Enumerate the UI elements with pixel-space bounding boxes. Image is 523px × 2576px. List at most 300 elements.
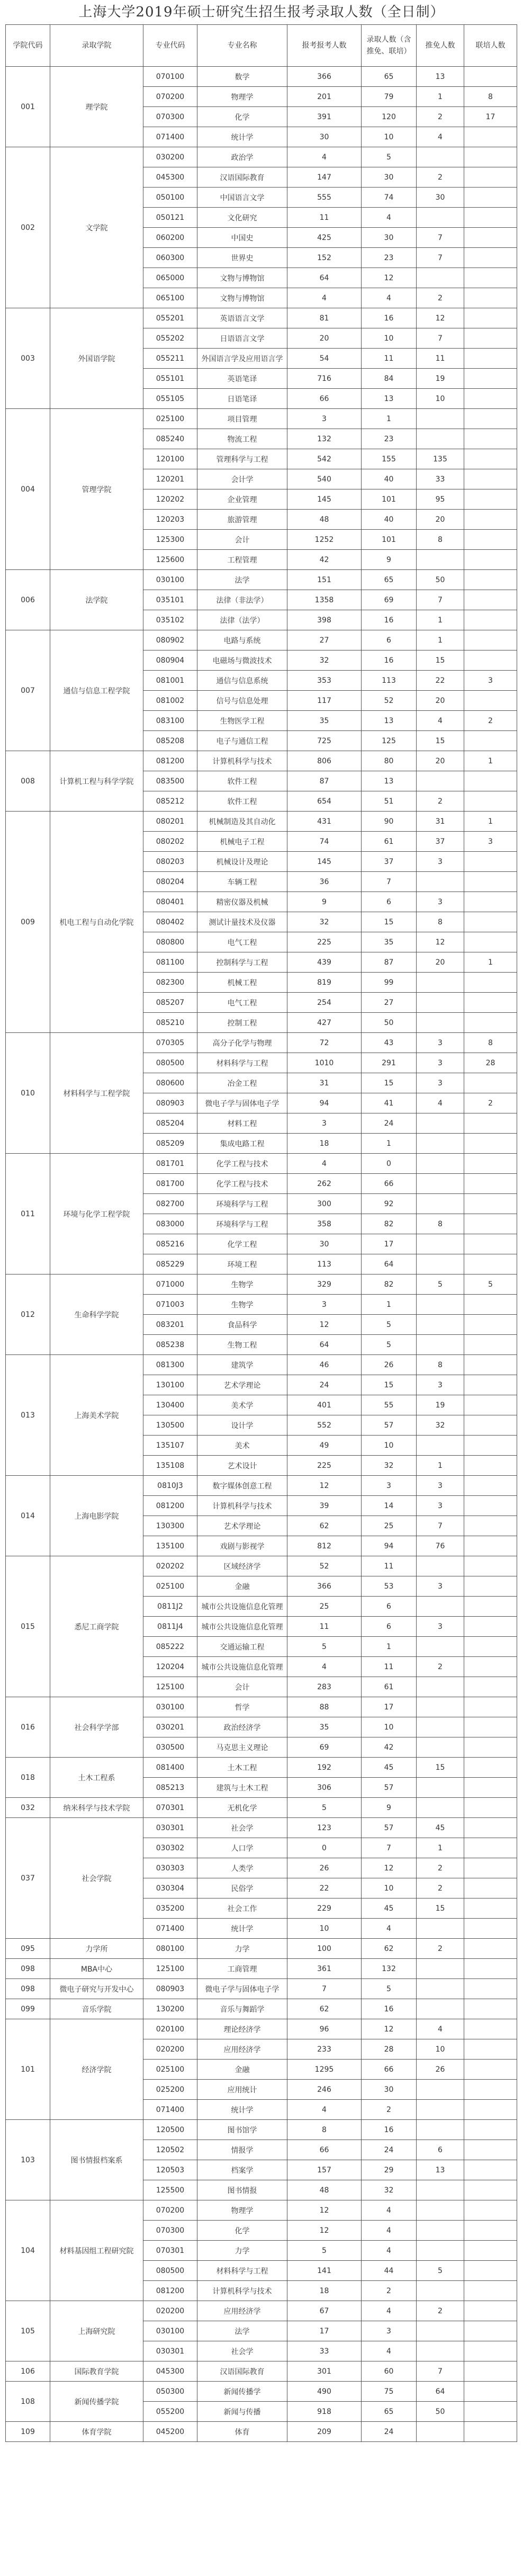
admitted-cell: 15 bbox=[362, 1375, 417, 1395]
major-name-cell: 艺术学理论 bbox=[197, 1516, 287, 1536]
joint-cell bbox=[464, 2160, 517, 2180]
applicants-cell: 1295 bbox=[287, 2060, 362, 2080]
recommended-cell: 2 bbox=[417, 1657, 464, 1677]
applicants-cell: 17 bbox=[287, 2321, 362, 2341]
college-name-cell: 计算机工程与科学学院 bbox=[50, 751, 143, 812]
admitted-cell: 55 bbox=[362, 1395, 417, 1415]
joint-cell bbox=[464, 550, 517, 570]
admitted-cell: 44 bbox=[362, 2261, 417, 2281]
recommended-cell bbox=[417, 409, 464, 429]
major-code-cell: 081200 bbox=[143, 1496, 197, 1516]
applicants-cell: 540 bbox=[287, 469, 362, 489]
recommended-cell: 3 bbox=[417, 1496, 464, 1516]
table-row bbox=[6, 1476, 517, 1496]
recommended-cell bbox=[417, 429, 464, 449]
major-name-cell: 电路与系统 bbox=[197, 630, 287, 650]
recommended-cell: 7 bbox=[417, 248, 464, 268]
major-name-cell: 应用经济学 bbox=[197, 2301, 287, 2321]
joint-cell bbox=[464, 1979, 517, 1999]
admitted-cell: 6 bbox=[362, 892, 417, 912]
college-code-cell: 010 bbox=[6, 1033, 50, 1154]
major-name-cell: 日语笔译 bbox=[197, 389, 287, 409]
major-name-cell: 力学 bbox=[197, 2241, 287, 2261]
major-code-cell: 085210 bbox=[143, 1013, 197, 1033]
college-name-cell: 体育学院 bbox=[50, 2422, 143, 2442]
joint-cell bbox=[464, 2361, 517, 2382]
joint-cell bbox=[464, 590, 517, 610]
joint-cell bbox=[464, 2039, 517, 2060]
admitted-cell: 87 bbox=[362, 952, 417, 973]
joint-cell bbox=[464, 308, 517, 328]
admitted-cell: 11 bbox=[362, 1556, 417, 1576]
college-code-cell: 099 bbox=[6, 1999, 50, 2019]
applicants-cell: 33 bbox=[287, 2341, 362, 2361]
applicants-cell: 42 bbox=[287, 550, 362, 570]
major-name-cell: 旅游管理 bbox=[197, 510, 287, 530]
applicants-cell: 3 bbox=[287, 409, 362, 429]
recommended-cell bbox=[417, 1315, 464, 1335]
recommended-cell: 12 bbox=[417, 932, 464, 952]
college-name-cell: 社会科学学部 bbox=[50, 1697, 143, 1758]
admitted-cell: 26 bbox=[362, 1355, 417, 1375]
admitted-cell: 62 bbox=[362, 1939, 417, 1959]
applicants-cell: 100 bbox=[287, 1939, 362, 1959]
recommended-cell: 1 bbox=[417, 1838, 464, 1858]
recommended-cell bbox=[417, 2221, 464, 2241]
joint-cell bbox=[464, 2100, 517, 2120]
major-name-cell: 环境科学与工程 bbox=[197, 1194, 287, 1214]
admitted-cell: 4 bbox=[362, 288, 417, 308]
college-code-cell: 015 bbox=[6, 1556, 50, 1697]
admitted-cell: 16 bbox=[362, 1999, 417, 2019]
major-code-cell: 025100 bbox=[143, 2060, 197, 2080]
joint-cell: 8 bbox=[464, 1033, 517, 1053]
major-name-cell: 建筑与土木工程 bbox=[197, 1778, 287, 1798]
admitted-cell: 101 bbox=[362, 489, 417, 510]
major-name-cell: 物理学 bbox=[197, 87, 287, 107]
major-name-cell: 会计学 bbox=[197, 469, 287, 489]
major-name-cell: 材料科学与工程 bbox=[197, 2261, 287, 2281]
recommended-cell: 3 bbox=[417, 852, 464, 872]
admitted-cell: 57 bbox=[362, 1415, 417, 1436]
recommended-cell bbox=[417, 2080, 464, 2100]
joint-cell bbox=[464, 1617, 517, 1637]
table-row bbox=[6, 1939, 517, 1959]
major-name-cell: 应用统计 bbox=[197, 2080, 287, 2100]
major-name-cell: 机械工程 bbox=[197, 973, 287, 993]
table-body bbox=[6, 67, 517, 2442]
recommended-cell: 2 bbox=[417, 1878, 464, 1898]
major-code-cell: 080904 bbox=[143, 650, 197, 671]
recommended-cell: 7 bbox=[417, 590, 464, 610]
joint-cell: 2 bbox=[464, 1093, 517, 1113]
joint-cell bbox=[464, 791, 517, 812]
joint-cell: 2 bbox=[464, 711, 517, 731]
applicants-cell: 229 bbox=[287, 1898, 362, 1919]
major-name-cell: 日语语言文学 bbox=[197, 328, 287, 349]
recommended-cell bbox=[417, 1979, 464, 1999]
applicants-cell: 88 bbox=[287, 1697, 362, 1717]
major-name-cell: 工商管理 bbox=[197, 1959, 287, 1979]
major-name-cell: 食品科学 bbox=[197, 1315, 287, 1335]
major-name-cell: 音乐与舞蹈学 bbox=[197, 1999, 287, 2019]
major-code-cell: 081002 bbox=[143, 691, 197, 711]
major-name-cell: 电气工程 bbox=[197, 993, 287, 1013]
major-name-cell: 中国史 bbox=[197, 228, 287, 248]
applicants-cell: 1252 bbox=[287, 530, 362, 550]
major-code-cell: 055211 bbox=[143, 349, 197, 369]
joint-cell bbox=[464, 167, 517, 188]
major-name-cell: 环境工程 bbox=[197, 1254, 287, 1274]
applicants-cell: 361 bbox=[287, 1959, 362, 1979]
applicants-cell: 20 bbox=[287, 328, 362, 349]
admitted-cell: 4 bbox=[362, 2341, 417, 2361]
applicants-cell: 12 bbox=[287, 2200, 362, 2221]
major-name-cell: 图书情报 bbox=[197, 2180, 287, 2200]
joint-cell bbox=[464, 1637, 517, 1657]
major-code-cell: 080401 bbox=[143, 892, 197, 912]
joint-cell bbox=[464, 912, 517, 932]
table-row bbox=[6, 2200, 517, 2221]
page-title: 上海大学2019年硕士研究生招生报考录取人数（全日制） bbox=[78, 4, 445, 20]
major-code-cell: 085212 bbox=[143, 791, 197, 812]
major-name-cell: 工程管理 bbox=[197, 550, 287, 570]
recommended-cell: 8 bbox=[417, 1355, 464, 1375]
applicants-cell: 31 bbox=[287, 1073, 362, 1093]
applicants-cell: 5 bbox=[287, 1798, 362, 1818]
admitted-cell: 65 bbox=[362, 67, 417, 87]
applicants-cell: 552 bbox=[287, 1415, 362, 1436]
college-name-cell: 外国语学院 bbox=[50, 308, 143, 409]
header-applicants: 报考报考人数 bbox=[287, 25, 362, 67]
major-name-cell: 无机化学 bbox=[197, 1798, 287, 1818]
major-name-cell: 电子与通信工程 bbox=[197, 731, 287, 751]
college-code-cell: 095 bbox=[6, 1939, 50, 1959]
major-name-cell: 电气工程 bbox=[197, 932, 287, 952]
joint-cell bbox=[464, 489, 517, 510]
major-name-cell: 数字媒体创意工程 bbox=[197, 1476, 287, 1496]
admitted-cell: 4 bbox=[362, 208, 417, 228]
major-code-cell: 130400 bbox=[143, 1395, 197, 1415]
applicants-cell: 96 bbox=[287, 2019, 362, 2039]
joint-cell bbox=[464, 369, 517, 389]
major-name-cell: 汉语国际教育 bbox=[197, 2361, 287, 2382]
joint-cell: 28 bbox=[464, 1053, 517, 1073]
major-name-cell: 汉语国际教育 bbox=[197, 167, 287, 188]
major-name-cell: 微电子学与固体电子学 bbox=[197, 1093, 287, 1113]
major-name-cell: 物流工程 bbox=[197, 429, 287, 449]
joint-cell: 8 bbox=[464, 87, 517, 107]
joint-cell: 1 bbox=[464, 952, 517, 973]
applicants-cell: 157 bbox=[287, 2160, 362, 2180]
college-name-cell: 理学院 bbox=[50, 67, 143, 147]
admitted-cell: 24 bbox=[362, 2140, 417, 2160]
recommended-cell: 20 bbox=[417, 751, 464, 771]
major-code-cell: 070200 bbox=[143, 2200, 197, 2221]
recommended-cell bbox=[417, 268, 464, 288]
recommended-cell: 11 bbox=[417, 349, 464, 369]
recommended-cell bbox=[417, 208, 464, 228]
major-name-cell: 城市公共设施信息化管理 bbox=[197, 1617, 287, 1637]
major-code-cell: 125300 bbox=[143, 530, 197, 550]
major-code-cell: 0811J2 bbox=[143, 1597, 197, 1617]
major-code-cell: 080500 bbox=[143, 1053, 197, 1073]
college-name-cell: 上海美术学院 bbox=[50, 1355, 143, 1476]
major-code-cell: 030100 bbox=[143, 1697, 197, 1717]
college-code-cell: 012 bbox=[6, 1274, 50, 1355]
major-name-cell: 文物与博物馆 bbox=[197, 268, 287, 288]
major-name-cell: 应用经济学 bbox=[197, 2039, 287, 2060]
admitted-cell: 80 bbox=[362, 751, 417, 771]
major-name-cell: 区域经济学 bbox=[197, 1556, 287, 1576]
major-code-cell: 080204 bbox=[143, 872, 197, 892]
table-row bbox=[6, 67, 517, 87]
recommended-cell: 5 bbox=[417, 1274, 464, 1295]
joint-cell bbox=[464, 147, 517, 167]
joint-cell bbox=[464, 1717, 517, 1737]
joint-cell bbox=[464, 1395, 517, 1415]
recommended-cell bbox=[417, 1113, 464, 1134]
admitted-cell: 42 bbox=[362, 1737, 417, 1758]
applicants-cell: 716 bbox=[287, 369, 362, 389]
major-name-cell: 生物医学工程 bbox=[197, 711, 287, 731]
joint-cell bbox=[464, 932, 517, 952]
admitted-cell: 0 bbox=[362, 1154, 417, 1174]
major-code-cell: 071400 bbox=[143, 2100, 197, 2120]
major-name-cell: 民俗学 bbox=[197, 1878, 287, 1898]
joint-cell bbox=[464, 1939, 517, 1959]
major-name-cell: 化学工程 bbox=[197, 1234, 287, 1254]
major-name-cell: 生物工程 bbox=[197, 1335, 287, 1355]
recommended-cell: 19 bbox=[417, 1395, 464, 1415]
college-code-cell: 003 bbox=[6, 308, 50, 409]
major-code-cell: 035200 bbox=[143, 1898, 197, 1919]
joint-cell bbox=[464, 852, 517, 872]
admitted-cell: 15 bbox=[362, 1073, 417, 1093]
joint-cell bbox=[464, 268, 517, 288]
applicants-cell: 3 bbox=[287, 1113, 362, 1134]
joint-cell bbox=[464, 570, 517, 590]
major-name-cell: 英语语言文学 bbox=[197, 308, 287, 328]
admitted-cell: 4 bbox=[362, 2301, 417, 2321]
joint-cell bbox=[464, 67, 517, 87]
table-row bbox=[6, 1154, 517, 1174]
major-code-cell: 055101 bbox=[143, 369, 197, 389]
major-name-cell: 政治学 bbox=[197, 147, 287, 167]
joint-cell bbox=[464, 1758, 517, 1778]
recommended-cell: 5 bbox=[417, 2261, 464, 2281]
major-name-cell: 设计学 bbox=[197, 1415, 287, 1436]
major-code-cell: 070301 bbox=[143, 2241, 197, 2261]
applicants-cell: 3 bbox=[287, 1295, 362, 1315]
recommended-cell: 33 bbox=[417, 469, 464, 489]
applicants-cell: 425 bbox=[287, 228, 362, 248]
major-name-cell: 世界史 bbox=[197, 248, 287, 268]
admitted-cell: 132 bbox=[362, 1959, 417, 1979]
admitted-cell: 291 bbox=[362, 1053, 417, 1073]
joint-cell bbox=[464, 1536, 517, 1556]
admitted-cell: 94 bbox=[362, 1536, 417, 1556]
recommended-cell bbox=[417, 147, 464, 167]
joint-cell bbox=[464, 1375, 517, 1395]
admitted-cell: 5 bbox=[362, 1335, 417, 1355]
major-code-cell: 055201 bbox=[143, 308, 197, 328]
admitted-cell: 61 bbox=[362, 832, 417, 852]
major-code-cell: 130100 bbox=[143, 1375, 197, 1395]
major-code-cell: 135107 bbox=[143, 1436, 197, 1456]
applicants-cell: 52 bbox=[287, 1556, 362, 1576]
joint-cell bbox=[464, 2382, 517, 2402]
joint-cell bbox=[464, 429, 517, 449]
college-name-cell: 通信与信息工程学院 bbox=[50, 630, 143, 751]
major-code-cell: 080203 bbox=[143, 852, 197, 872]
joint-cell bbox=[464, 2241, 517, 2261]
joint-cell bbox=[464, 1858, 517, 1878]
recommended-cell bbox=[417, 2422, 464, 2442]
recommended-cell bbox=[417, 1597, 464, 1617]
admitted-cell: 57 bbox=[362, 1818, 417, 1838]
major-name-cell: 图书馆学 bbox=[197, 2120, 287, 2140]
recommended-cell bbox=[417, 771, 464, 791]
major-code-cell: 030301 bbox=[143, 2341, 197, 2361]
table-row bbox=[6, 2019, 517, 2039]
admitted-cell: 52 bbox=[362, 691, 417, 711]
joint-cell: 1 bbox=[464, 751, 517, 771]
applicants-cell: 391 bbox=[287, 107, 362, 127]
table-row bbox=[6, 570, 517, 590]
recommended-cell: 19 bbox=[417, 369, 464, 389]
college-name-cell: 机电工程与自动化学院 bbox=[50, 812, 143, 1033]
major-code-cell: 081200 bbox=[143, 751, 197, 771]
major-name-cell: 物理学 bbox=[197, 2200, 287, 2221]
recommended-cell: 3 bbox=[417, 1033, 464, 1053]
admitted-cell: 16 bbox=[362, 2120, 417, 2140]
major-name-cell: 管理科学与工程 bbox=[197, 449, 287, 469]
joint-cell bbox=[464, 1818, 517, 1838]
admitted-cell: 60 bbox=[362, 2361, 417, 2382]
major-code-cell: 080202 bbox=[143, 832, 197, 852]
table-row bbox=[6, 1556, 517, 1576]
admitted-cell: 13 bbox=[362, 771, 417, 791]
recommended-cell bbox=[417, 1194, 464, 1214]
joint-cell bbox=[464, 1516, 517, 1536]
recommended-cell bbox=[417, 2100, 464, 2120]
recommended-cell: 3 bbox=[417, 1073, 464, 1093]
major-code-cell: 085204 bbox=[143, 1113, 197, 1134]
joint-cell bbox=[464, 1174, 517, 1194]
major-code-cell: 080600 bbox=[143, 1073, 197, 1093]
college-code-cell: 103 bbox=[6, 2120, 50, 2200]
major-code-cell: 083000 bbox=[143, 1214, 197, 1234]
major-name-cell: 社会学 bbox=[197, 2341, 287, 2361]
major-code-cell: 0811J4 bbox=[143, 1617, 197, 1637]
applicants-cell: 329 bbox=[287, 1274, 362, 1295]
joint-cell bbox=[464, 691, 517, 711]
admitted-cell: 40 bbox=[362, 510, 417, 530]
major-code-cell: 085238 bbox=[143, 1335, 197, 1355]
major-name-cell: 城市公共设施信息化管理 bbox=[197, 1657, 287, 1677]
admitted-cell: 13 bbox=[362, 389, 417, 409]
major-code-cell: 080201 bbox=[143, 812, 197, 832]
major-code-cell: 085208 bbox=[143, 731, 197, 751]
joint-cell bbox=[464, 1456, 517, 1476]
applicants-cell: 192 bbox=[287, 1758, 362, 1778]
major-name-cell: 人口学 bbox=[197, 1838, 287, 1858]
major-name-cell: 法律（非法学） bbox=[197, 590, 287, 610]
joint-cell bbox=[464, 389, 517, 409]
major-name-cell: 土木工程 bbox=[197, 1758, 287, 1778]
recommended-cell bbox=[417, 1254, 464, 1274]
admitted-cell: 92 bbox=[362, 1194, 417, 1214]
college-code-cell: 108 bbox=[6, 2382, 50, 2422]
applicants-cell: 812 bbox=[287, 1536, 362, 1556]
major-code-cell: 120500 bbox=[143, 2120, 197, 2140]
recommended-cell: 15 bbox=[417, 1758, 464, 1778]
joint-cell bbox=[464, 2200, 517, 2221]
applicants-cell: 147 bbox=[287, 167, 362, 188]
major-name-cell: 机械制造及其自动化 bbox=[197, 812, 287, 832]
applicants-cell: 35 bbox=[287, 711, 362, 731]
major-name-cell: 人类学 bbox=[197, 1858, 287, 1878]
joint-cell bbox=[464, 1919, 517, 1939]
admitted-cell: 11 bbox=[362, 1657, 417, 1677]
major-code-cell: 045300 bbox=[143, 167, 197, 188]
admitted-cell: 16 bbox=[362, 308, 417, 328]
major-name-cell: 法学 bbox=[197, 570, 287, 590]
applicants-cell: 398 bbox=[287, 610, 362, 630]
applicants-cell: 94 bbox=[287, 1093, 362, 1113]
recommended-cell bbox=[417, 1778, 464, 1798]
major-name-cell: 机械设计及理论 bbox=[197, 852, 287, 872]
applicants-cell: 7 bbox=[287, 1979, 362, 1999]
applicants-cell: 64 bbox=[287, 268, 362, 288]
admitted-cell: 5 bbox=[362, 147, 417, 167]
major-name-cell: 化学工程与技术 bbox=[197, 1174, 287, 1194]
major-name-cell: 化学 bbox=[197, 107, 287, 127]
table-row bbox=[6, 1758, 517, 1778]
major-code-cell: 030100 bbox=[143, 570, 197, 590]
recommended-cell bbox=[417, 1798, 464, 1818]
college-name-cell: 环境与化学工程学院 bbox=[50, 1154, 143, 1274]
major-name-cell: 冶金工程 bbox=[197, 1073, 287, 1093]
college-code-cell: 009 bbox=[6, 812, 50, 1033]
college-code-cell: 008 bbox=[6, 751, 50, 812]
major-name-cell: 新闻与传播 bbox=[197, 2402, 287, 2422]
major-code-cell: 081700 bbox=[143, 1174, 197, 1194]
major-code-cell: 0810J3 bbox=[143, 1476, 197, 1496]
applicants-cell: 4 bbox=[287, 288, 362, 308]
recommended-cell bbox=[417, 1013, 464, 1033]
joint-cell bbox=[464, 2019, 517, 2039]
recommended-cell: 135 bbox=[417, 449, 464, 469]
major-code-cell: 070305 bbox=[143, 1033, 197, 1053]
admitted-cell: 2 bbox=[362, 2281, 417, 2301]
major-name-cell: 会计 bbox=[197, 530, 287, 550]
major-name-cell: 电磁场与微波技术 bbox=[197, 650, 287, 671]
major-code-cell: 045200 bbox=[143, 2422, 197, 2442]
major-name-cell: 生物学 bbox=[197, 1295, 287, 1315]
applicants-cell: 54 bbox=[287, 349, 362, 369]
header-college-name: 录取学院 bbox=[50, 25, 143, 67]
joint-cell bbox=[464, 1798, 517, 1818]
major-code-cell: 130300 bbox=[143, 1516, 197, 1536]
college-code-cell: 014 bbox=[6, 1476, 50, 1556]
applicants-cell: 48 bbox=[287, 510, 362, 530]
major-code-cell: 082700 bbox=[143, 1194, 197, 1214]
major-name-cell: 控制工程 bbox=[197, 1013, 287, 1033]
major-name-cell: 微电子学与固体电子学 bbox=[197, 1979, 287, 1999]
recommended-cell bbox=[417, 1717, 464, 1737]
